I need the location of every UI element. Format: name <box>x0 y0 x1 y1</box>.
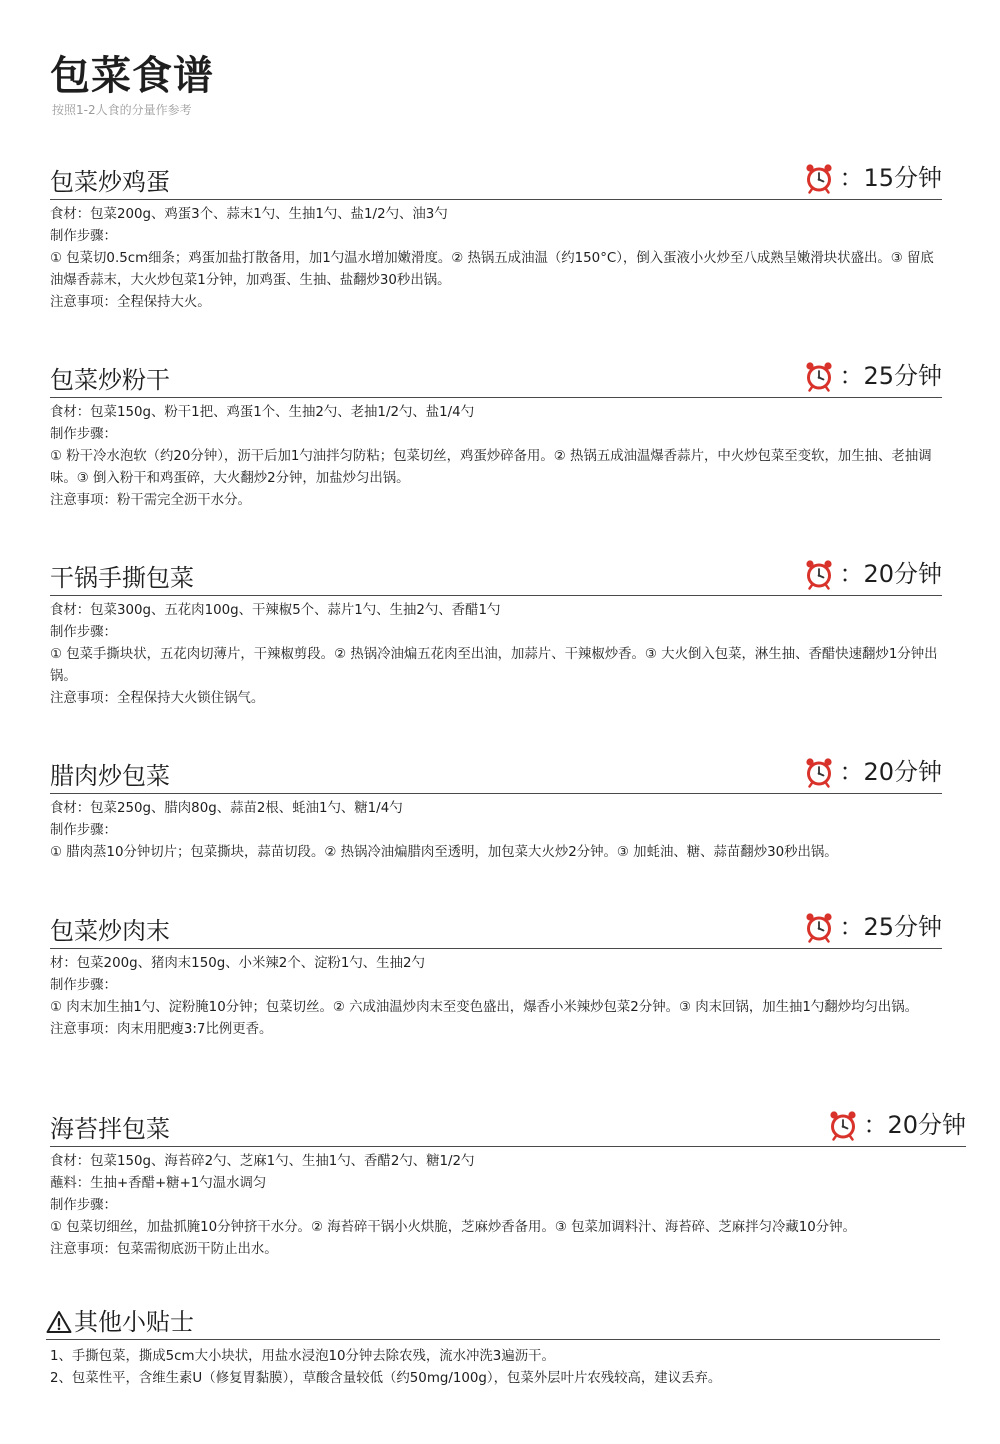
note-line: 注意事项：全程保持大火锁住锅气。 <box>50 691 265 706</box>
warning-triangle-icon <box>46 1310 72 1334</box>
alarm-clock-icon <box>803 558 835 590</box>
recipe-body <box>50 949 942 1041</box>
recipe-header <box>50 914 942 949</box>
recipe-title: 干锅手撕包菜 <box>50 564 194 592</box>
recipe-time <box>803 756 942 788</box>
recipe-header <box>50 561 942 596</box>
time-separator: ： <box>839 164 864 192</box>
ingredients-line: 食材：包菜200g、鸡蛋3个、蒜末1勺、生抽1勺、盐1/2勺、油3勺 <box>50 207 448 222</box>
alarm-clock-icon <box>803 911 835 943</box>
steps-text: ① 腊肉蒸10分钟切片；包菜撕块，蒜苗切段。② 热锅冷油煸腊肉至透明，加包菜大火炒2分钟。③ 加蚝油、糖、蒜苗翻炒30秒出锅。 <box>50 845 838 860</box>
steps-text: ① 包菜切细丝，加盐抓腌10分钟挤干水分。② 海苔碎干锅小火烘脆，芝麻炒香备用。③ 包菜加调料汁、海苔碎、芝麻拌匀冷藏10分钟。 <box>50 1220 856 1235</box>
recipe-title: 包菜炒鸡蛋 <box>50 168 170 196</box>
alarm-clock-icon <box>827 1109 859 1141</box>
tips-header <box>46 1305 940 1340</box>
time-separator: ： <box>839 913 864 941</box>
alarm-clock-icon <box>803 360 835 392</box>
time-value: 20分钟 <box>863 560 942 588</box>
page-subtitle: 按照1-2人食的分量作参考 <box>52 103 192 117</box>
steps-label: 制作步骤： <box>50 1198 117 1213</box>
ingredients-line: 食材：包菜300g、五花肉100g、干辣椒5个、蒜片1勺、生抽2勺、香醋1勺 <box>50 603 501 618</box>
note-line: 注意事项：全程保持大火。 <box>50 295 211 310</box>
tips-body <box>46 1340 940 1390</box>
page-title: 包菜食谱 <box>50 53 214 99</box>
recipe-title: 腊肉炒包菜 <box>50 762 170 790</box>
time-value: 20分钟 <box>863 758 942 786</box>
recipe-header <box>50 363 942 398</box>
steps-text: ① 粉干冷水泡软（约20分钟），沥干后加1勺油拌匀防粘；包菜切丝，鸡蛋炒碎备用。② 热锅五成油温爆香蒜片，中火炒包菜至变软，加生抽、老抽调味。③ 倒入粉干和鸡蛋碎，大火翻炒2分钟，加盐炒匀出锅。 <box>50 449 932 486</box>
recipe-header <box>50 759 942 794</box>
sauce-line: 蘸料：生抽+香醋+糖+1勺温水调匀 <box>50 1176 267 1191</box>
recipe-title: 包菜炒肉末 <box>50 917 170 945</box>
steps-label: 制作步骤： <box>50 978 117 993</box>
alarm-clock-icon <box>803 756 835 788</box>
recipe-body <box>50 1147 966 1261</box>
alarm-clock-icon <box>803 162 835 194</box>
note-line: 注意事项：包菜需彻底沥干防止出水。 <box>50 1242 278 1257</box>
recipe-time <box>803 360 942 392</box>
time-separator: ： <box>839 362 864 390</box>
recipe-header <box>50 165 942 200</box>
steps-label: 制作步骤： <box>50 427 117 442</box>
recipe-card <box>50 759 942 864</box>
recipe-body <box>50 596 942 710</box>
time-separator: ： <box>839 758 864 786</box>
recipe-card <box>50 165 942 314</box>
steps-text: ① 肉末加生抽1勺、淀粉腌10分钟；包菜切丝。② 六成油温炒肉末至变色盛出，爆香小米辣炒包菜2分钟。③ 肉末回锅，加生抽1勺翻炒均匀出锅。 <box>50 1000 919 1015</box>
ingredients-line: 食材：包菜150g、粉干1把、鸡蛋1个、生抽2勺、老抽1/2勺、盐1/4勺 <box>50 405 475 420</box>
note-line: 注意事项：肉末用肥瘦3:7比例更香。 <box>50 1022 273 1037</box>
recipe-body <box>50 398 942 512</box>
steps-label: 制作步骤： <box>50 229 117 244</box>
recipe-title: 包菜炒粉干 <box>50 366 170 394</box>
time-value: 25分钟 <box>863 913 942 941</box>
recipe-card <box>50 1112 966 1261</box>
steps-label: 制作步骤： <box>50 625 117 640</box>
recipe-card <box>50 914 942 1041</box>
recipe-title: 海苔拌包菜 <box>50 1115 170 1143</box>
time-separator: ： <box>863 1111 888 1139</box>
note-line: 注意事项：粉干需完全沥干水分。 <box>50 493 251 508</box>
ingredients-line: 材：包菜200g、猪肉末150g、小米辣2个、淀粉1勺、生抽2勺 <box>50 956 425 971</box>
ingredients-line: 食材：包菜250g、腊肉80g、蒜苗2根、蚝油1勺、糖1/4勺 <box>50 801 403 816</box>
recipe-body <box>50 794 942 864</box>
recipe-time <box>803 911 942 943</box>
tips-section <box>46 1305 940 1390</box>
ingredients-line: 食材：包菜150g、海苔碎2勺、芝麻1勺、生抽1勺、香醋2勺、糖1/2勺 <box>50 1154 475 1169</box>
time-value: 20分钟 <box>887 1111 966 1139</box>
recipe-time <box>803 162 942 194</box>
steps-text: ① 包菜切0.5cm细条；鸡蛋加盐打散备用，加1勺温水增加嫩滑度。② 热锅五成油温（约150°C），倒入蛋液小火炒至八成熟呈嫩滑块状盛出。③ 留底油爆香蒜末，大火炒包菜1分钟，加鸡蛋、生抽、盐翻炒30秒出锅。 <box>50 251 934 288</box>
tip-item: 1、手撕包菜，撕成5cm大小块状，用盐水浸泡10分钟去除农残，流水冲洗3遍沥干。 <box>50 1349 555 1364</box>
tip-item: 2、包菜性平，含维生素U（修复胃黏膜），草酸含量较低（约50mg/100g），包菜外层叶片农残较高，建议丢弃。 <box>50 1371 722 1386</box>
time-separator: ： <box>839 560 864 588</box>
recipe-time <box>803 558 942 590</box>
recipe-card <box>50 561 942 710</box>
recipe-time <box>827 1109 966 1141</box>
recipe-body <box>50 200 942 314</box>
tips-title: 其他小贴士 <box>74 1308 194 1336</box>
recipe-header <box>50 1112 966 1147</box>
steps-label: 制作步骤： <box>50 823 117 838</box>
time-value: 25分钟 <box>863 362 942 390</box>
steps-text: ① 包菜手撕块状，五花肉切薄片，干辣椒剪段。② 热锅冷油煸五花肉至出油，加蒜片、干辣椒炒香。③ 大火倒入包菜，淋生抽、香醋快速翻炒1分钟出锅。 <box>50 647 938 684</box>
recipe-card <box>50 363 942 512</box>
time-value: 15分钟 <box>863 164 942 192</box>
